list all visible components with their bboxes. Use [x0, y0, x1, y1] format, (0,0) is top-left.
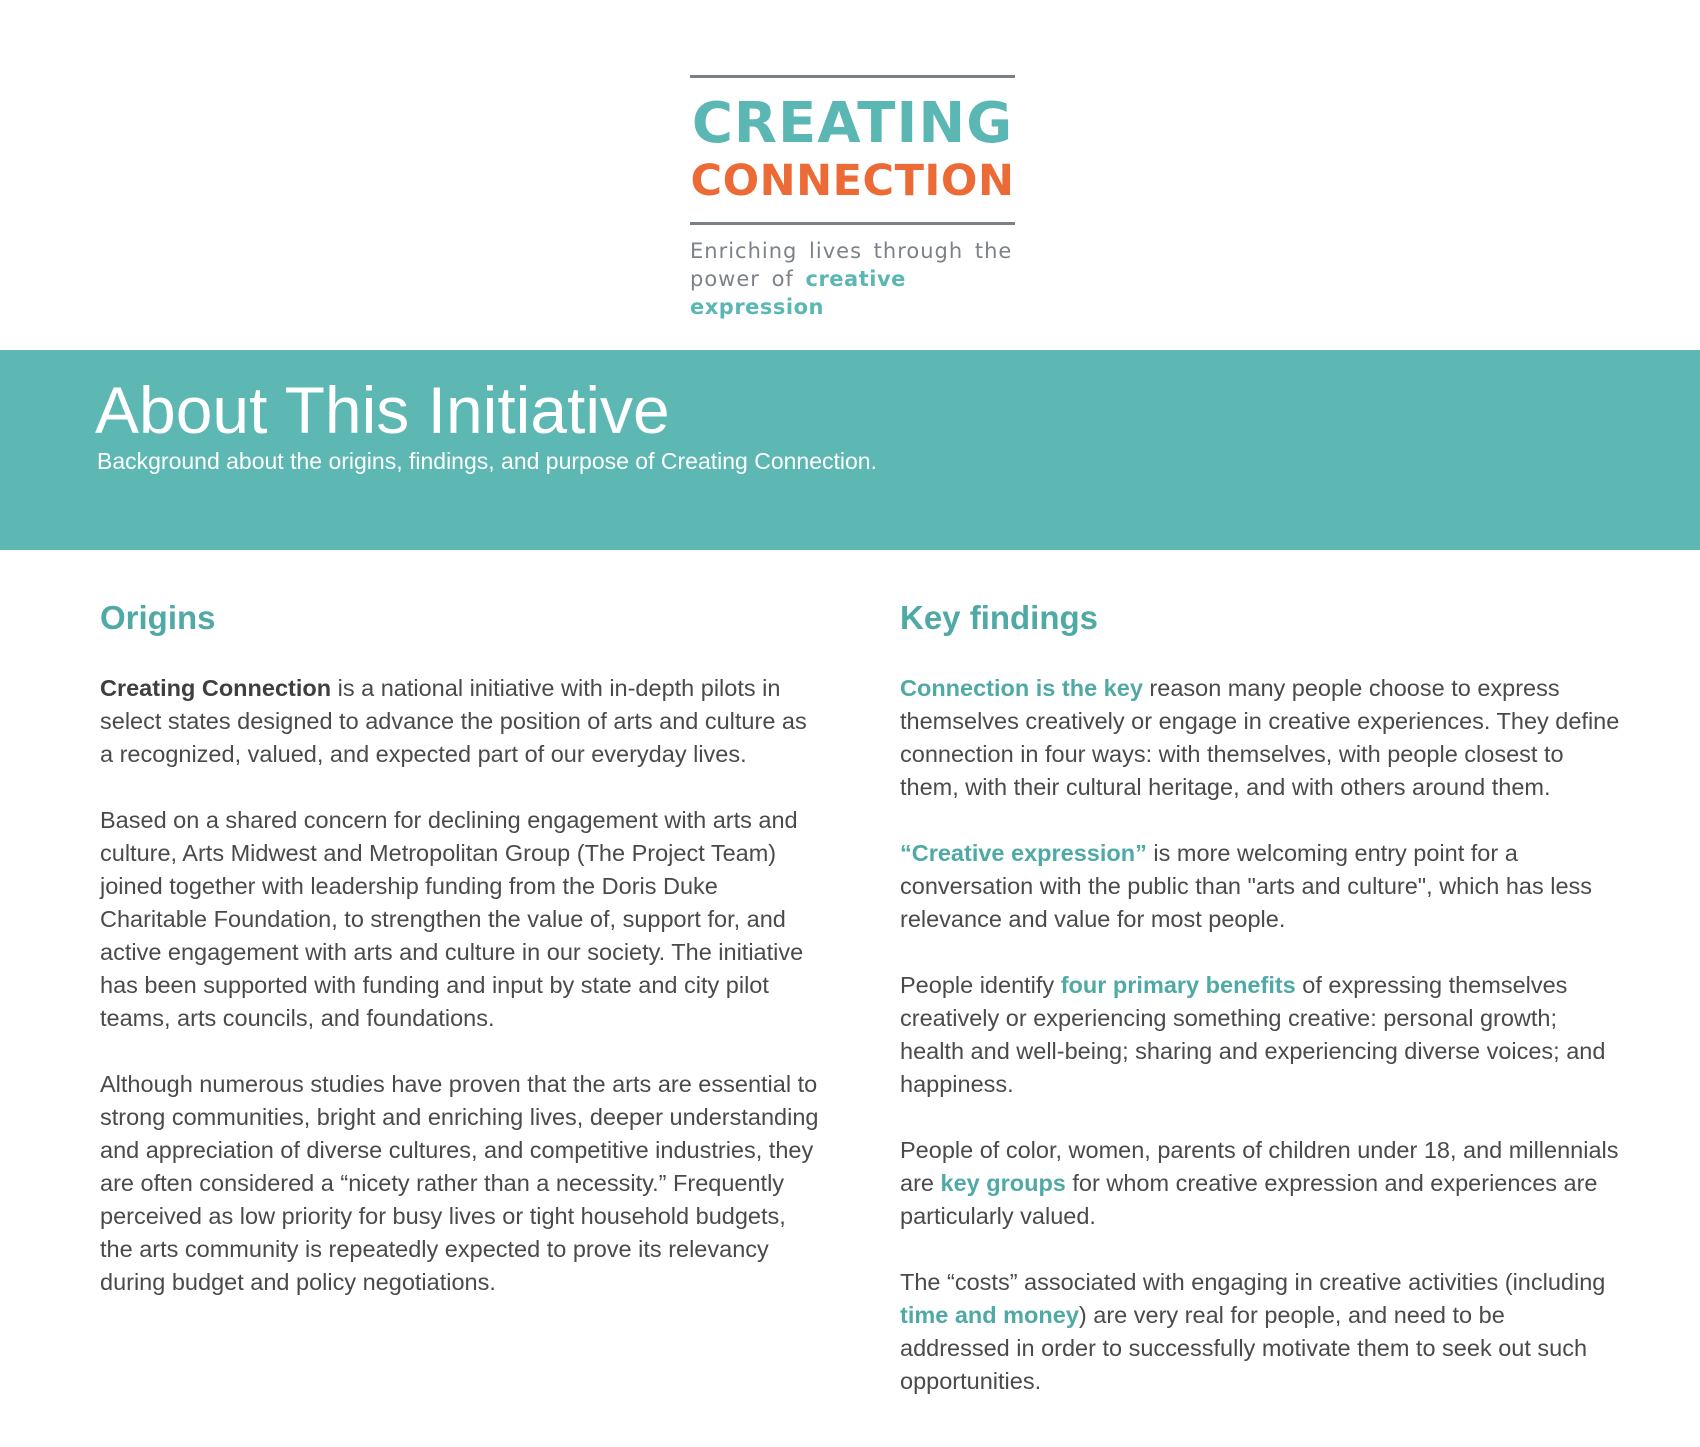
tagline-prefix: power of: [690, 267, 806, 291]
tagline-accent: creative expression: [690, 267, 906, 319]
about-banner: [0, 350, 1700, 550]
key-findings-heading: Key findings: [900, 599, 1099, 636]
finding-2: [900, 837, 1620, 936]
origins-paragraph-1: [100, 672, 820, 771]
logo-bottom-rule: [690, 222, 1015, 225]
finding-1-text: reason many people choose to express themselves creatively or engage in creative experiences. They define connection in four ways: with themselves, with people closest to them, with their cultural heritage, and with others around them.: [900, 675, 1620, 800]
origins-p1-text: is a national initiative with in-depth pilots in select states designed to advance the position of arts and culture as a recognized, valued, and expected part of our everyday lives.: [100, 675, 807, 767]
origins-section: [100, 596, 820, 1332]
finding-3: [900, 969, 1620, 1101]
origins-paragraph-3: Although numerous studies have proven that the arts are essential to strong communities, bright and enriching lives, deeper understanding and appreciation of diverse cultures, and competitive industries, they are often considered a “nicety rather than a necessity.” Frequently perceived as low priority for busy lives or tight household budgets, the arts community is repeatedly expected to prove its relevancy during budget and policy negotiations.: [100, 1071, 819, 1295]
origins-initiative-name: Creating Connection: [100, 675, 332, 701]
finding-4-pre: People of color, women, parents of children under 18, and millennials are: [900, 1137, 1619, 1196]
finding-1: [900, 672, 1620, 804]
finding-5: [900, 1266, 1620, 1398]
tagline-line-2: [690, 265, 1015, 321]
finding-5-post: ) are very real for people, and need to be addressed in order to successfully motivate them to seek out such opportunities.: [900, 1302, 1588, 1394]
finding-3-pre: People identify: [900, 972, 1061, 998]
finding-3-post: of expressing themselves creatively or experiencing something creative: personal growth; health and well-being; sharing and experiencing diverse voices; and happiness.: [900, 972, 1606, 1097]
page-subtitle: Background about the origins, findings, and purpose of Creating Connection.: [97, 448, 877, 474]
finding-2-text: is more welcoming entry point for a conversation with the public than "arts and culture", which has less relevance and value for most people.: [900, 840, 1593, 932]
finding-2-highlight: “Creative expression”: [900, 840, 1147, 866]
finding-4-post: for whom creative expression and experiences are particularly valued.: [900, 1170, 1598, 1229]
origins-heading: Origins: [100, 599, 216, 636]
logo-tagline: [690, 237, 1015, 321]
logo-word-creating: CREATING: [691, 91, 1014, 156]
finding-3-highlight: four primary benefits: [1060, 972, 1296, 998]
finding-4-highlight: key groups: [940, 1170, 1066, 1196]
finding-5-highlight: time and money: [900, 1302, 1079, 1328]
creating-connection-logo: [690, 75, 1015, 321]
page-title: About This Initiative: [95, 373, 670, 447]
origins-paragraph-2: Based on a shared concern for declining engagement with arts and culture, Arts Midwest and Metropolitan Group (The Project Team) joined together with leadership funding from the Doris Duke Charitable Foundation, to strengthen the value of, support for, and active engagement with arts and culture in our society. The initiative has been supported with funding and input by state and city pilot teams, arts councils, and foundations.: [100, 807, 804, 1031]
finding-5-pre: The “costs” associated with engaging in creative activities (including: [900, 1269, 1606, 1295]
finding-1-highlight: Connection is the key: [900, 675, 1143, 701]
logo-top-rule: [690, 75, 1015, 78]
key-findings-section: [900, 596, 1620, 1431]
finding-4: [900, 1134, 1620, 1233]
tagline-line-1: Enriching lives through the: [690, 239, 1013, 263]
logo-word-connection: CONNECTION: [690, 156, 1015, 206]
